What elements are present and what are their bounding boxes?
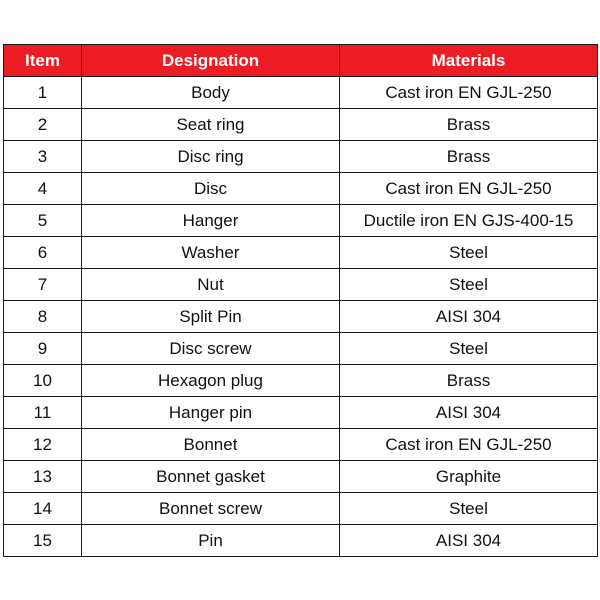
cell-designation: Bonnet screw (82, 493, 340, 525)
cell-material: Ductile iron EN GJS-400-15 (340, 205, 598, 237)
table-row (4, 493, 598, 525)
cell-material: AISI 304 (340, 301, 598, 333)
cell-material: Cast iron EN GJL-250 (340, 173, 598, 205)
cell-item: 12 (4, 429, 82, 461)
cell-material: Steel (340, 333, 598, 365)
cell-material: Brass (340, 141, 598, 173)
cell-item: 7 (4, 269, 82, 301)
header-designation: Designation (82, 45, 340, 77)
cell-material: Steel (340, 493, 598, 525)
cell-material: Brass (340, 365, 598, 397)
table-row (4, 461, 598, 493)
cell-designation: Hanger (82, 205, 340, 237)
cell-item: 6 (4, 237, 82, 269)
cell-item: 13 (4, 461, 82, 493)
cell-item: 15 (4, 525, 82, 557)
table-row (4, 237, 598, 269)
cell-item: 1 (4, 77, 82, 109)
table-row (4, 205, 598, 237)
table-row (4, 109, 598, 141)
cell-designation: Washer (82, 237, 340, 269)
cell-item: 8 (4, 301, 82, 333)
cell-designation: Seat ring (82, 109, 340, 141)
cell-material: AISI 304 (340, 525, 598, 557)
cell-designation: Pin (82, 525, 340, 557)
cell-material: Steel (340, 237, 598, 269)
table-row (4, 173, 598, 205)
cell-designation: Bonnet gasket (82, 461, 340, 493)
cell-material: Graphite (340, 461, 598, 493)
cell-designation: Disc screw (82, 333, 340, 365)
table-row (4, 141, 598, 173)
cell-item: 14 (4, 493, 82, 525)
table-row (4, 365, 598, 397)
cell-designation: Split Pin (82, 301, 340, 333)
table-body (4, 77, 598, 557)
cell-designation: Bonnet (82, 429, 340, 461)
parts-table-container (3, 44, 597, 557)
cell-designation: Disc (82, 173, 340, 205)
table-row (4, 525, 598, 557)
cell-item: 2 (4, 109, 82, 141)
cell-item: 11 (4, 397, 82, 429)
table-row (4, 77, 598, 109)
cell-designation: Nut (82, 269, 340, 301)
table-row (4, 269, 598, 301)
cell-designation: Hanger pin (82, 397, 340, 429)
table-row (4, 301, 598, 333)
cell-designation: Body (82, 77, 340, 109)
table-row (4, 429, 598, 461)
header-item: Item (4, 45, 82, 77)
table-header (4, 45, 598, 77)
cell-item: 4 (4, 173, 82, 205)
cell-designation: Disc ring (82, 141, 340, 173)
parts-materials-table (3, 44, 598, 557)
cell-material: Cast iron EN GJL-250 (340, 429, 598, 461)
cell-item: 5 (4, 205, 82, 237)
cell-item: 10 (4, 365, 82, 397)
cell-item: 9 (4, 333, 82, 365)
table-row (4, 397, 598, 429)
header-materials: Materials (340, 45, 598, 77)
cell-designation: Hexagon plug (82, 365, 340, 397)
cell-material: Brass (340, 109, 598, 141)
cell-item: 3 (4, 141, 82, 173)
header-row (4, 45, 598, 77)
cell-material: Cast iron EN GJL-250 (340, 77, 598, 109)
cell-material: Steel (340, 269, 598, 301)
cell-material: AISI 304 (340, 397, 598, 429)
table-row (4, 333, 598, 365)
